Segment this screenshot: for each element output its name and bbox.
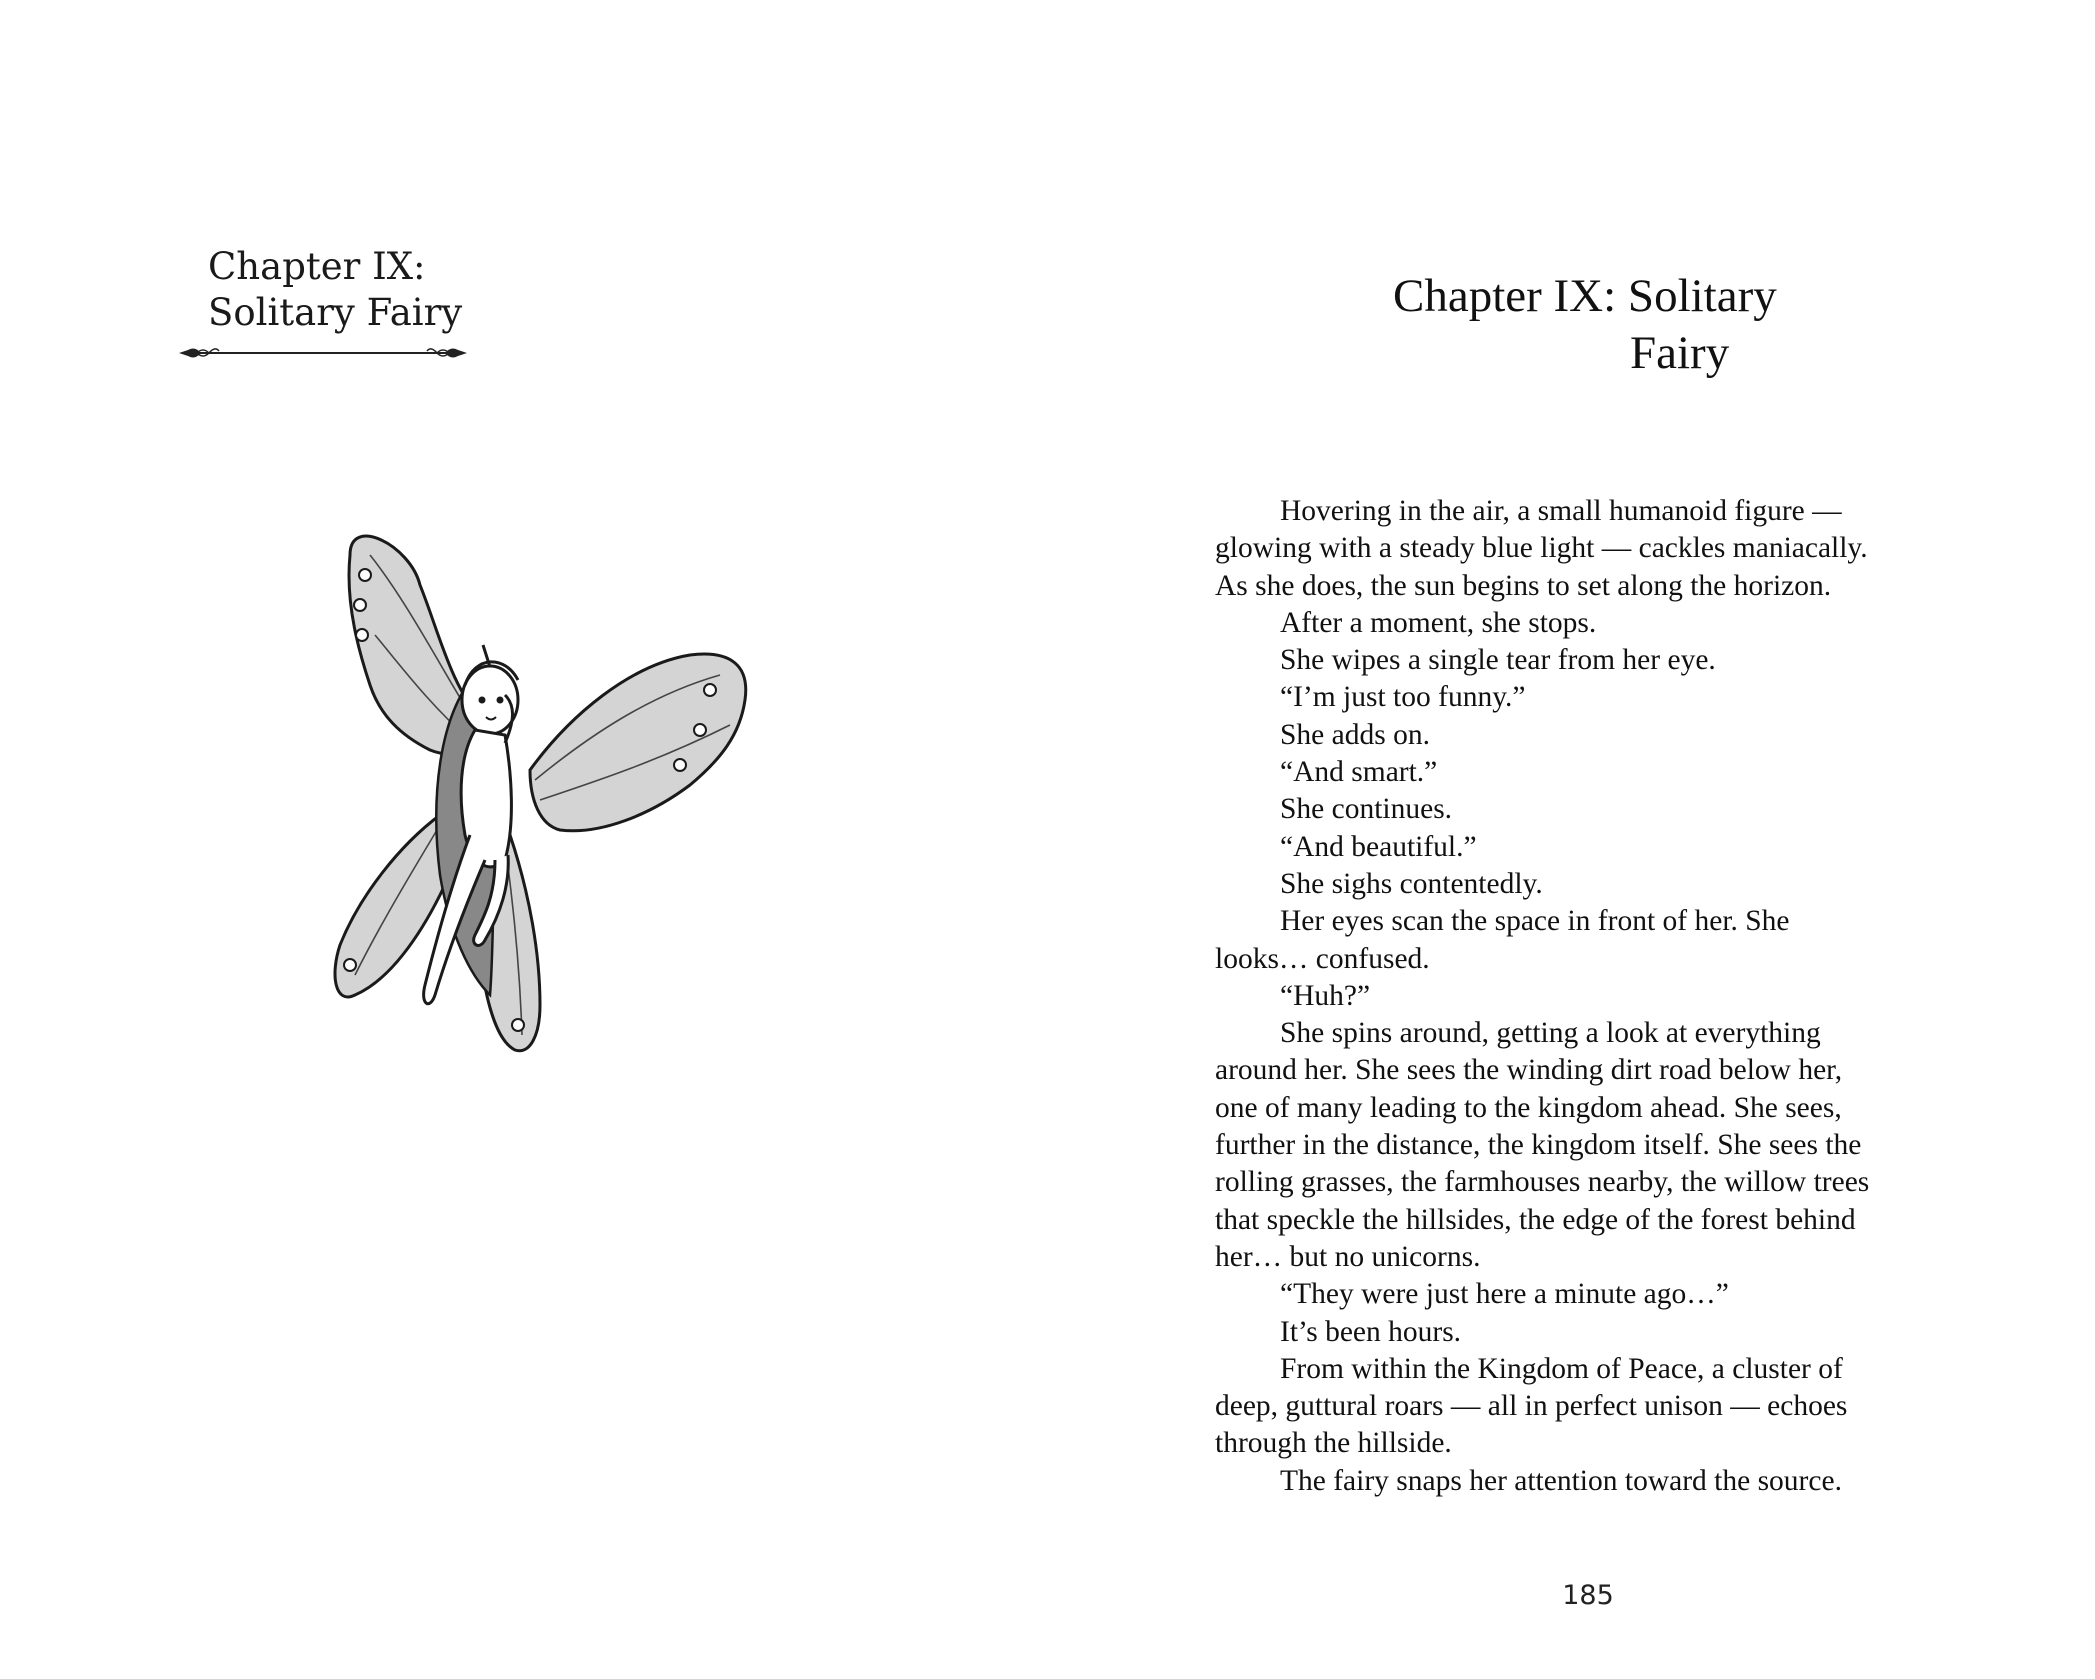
body-line: that speckle the hillsides, the edge of the forest behind	[1215, 1203, 1856, 1236]
body-line: glowing with a steady blue light — cackles maniacally.	[1215, 532, 1868, 565]
chapter-heading-line: Chapter IX:	[208, 245, 426, 288]
left-page	[0, 0, 1047, 1679]
fairy-illustration-icon	[290, 515, 820, 1060]
chapter-heading	[208, 244, 462, 336]
body-line: She continues.	[1280, 793, 1453, 826]
body-line: Her eyes scan the space in front of her. She	[1280, 905, 1790, 938]
body-line: The fairy snaps her attention toward the source.	[1280, 1464, 1842, 1497]
page-number: 185	[1562, 1580, 1614, 1611]
body-line: her… but no unicorns.	[1215, 1240, 1481, 1273]
body-line: “I’m just too funny.”	[1280, 681, 1526, 714]
body-line: one of many leading to the kingdom ahead. She sees,	[1215, 1091, 1842, 1124]
body-line: looks… confused.	[1215, 942, 1430, 975]
body-line: As she does, the sun begins to set along the horizon.	[1215, 569, 1832, 602]
body-line: “Huh?”	[1280, 979, 1371, 1012]
chapter-title-line: Chapter IX: Solitary	[1393, 270, 1777, 322]
body-line: After a moment, she stops.	[1280, 606, 1597, 639]
right-page	[1048, 0, 2095, 1679]
body-line: She sighs contentedly.	[1280, 867, 1543, 900]
body-line: “And beautiful.”	[1280, 830, 1477, 863]
chapter-title	[1393, 268, 2093, 382]
chapter-body	[1215, 493, 1975, 1500]
body-line: around her. She sees the winding dirt road below her,	[1215, 1054, 1843, 1087]
body-line: through the hillside.	[1215, 1427, 1452, 1460]
body-line: She adds on.	[1280, 718, 1430, 751]
body-line: Hovering in the air, a small humanoid figure —	[1280, 495, 1842, 527]
body-line: “They were just here a minute ago…”	[1280, 1278, 1729, 1311]
body-line: deep, guttural roars — all in perfect unison — echoes	[1215, 1390, 1848, 1423]
body-line: She wipes a single tear from her eye.	[1280, 644, 1716, 677]
body-line: She spins around, getting a look at everything	[1280, 1017, 1821, 1050]
body-line: rolling grasses, the farmhouses nearby, the willow trees	[1215, 1166, 1870, 1199]
body-line: further in the distance, the kingdom itself. She sees the	[1215, 1129, 1862, 1162]
chapter-title-line: Fairy	[1630, 327, 1730, 379]
chapter-heading-line: Solitary Fairy	[208, 291, 463, 334]
body-line: “And smart.”	[1280, 756, 1438, 789]
body-line: It’s been hours.	[1280, 1315, 1462, 1348]
body-line: From within the Kingdom of Peace, a cluster of	[1280, 1352, 1843, 1385]
ornamental-divider-icon	[177, 340, 469, 366]
